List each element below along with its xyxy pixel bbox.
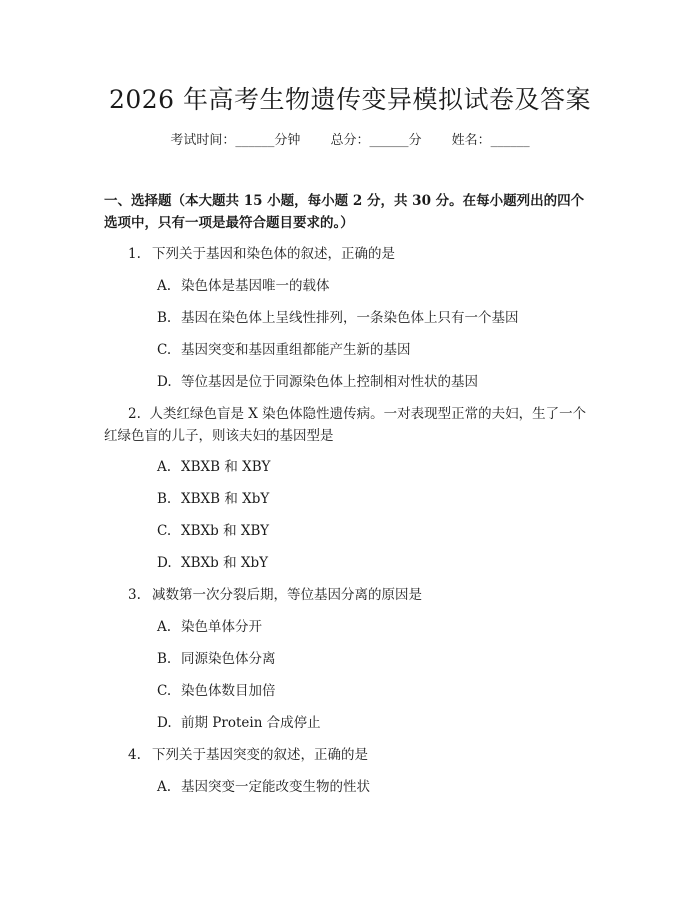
option-letter: C.	[157, 523, 172, 539]
option-text: XBXb 和 XBY	[181, 523, 270, 539]
question-2	[104, 403, 594, 447]
exam-time-field: 考试时间：______分钟	[170, 133, 301, 148]
total-score-field: 总分：______分	[330, 133, 422, 148]
option-letter: B.	[157, 310, 172, 326]
question-1-option-d	[157, 371, 597, 393]
option-letter: C.	[157, 342, 172, 358]
option-text: 染色体数目加倍	[181, 683, 276, 699]
option-letter: A.	[157, 278, 172, 294]
option-text: 前期 Protein 合成停止	[181, 715, 321, 731]
question-1	[104, 243, 594, 265]
option-letter: D.	[157, 374, 172, 390]
question-2-option-d	[157, 552, 597, 574]
student-name-field: 姓名：______	[451, 133, 530, 148]
section-heading: 一、选择题（本大题共 15 小题，每小题 2 分，共 30 分。在每小题列出的四个选项中，只有一项是最符合题目要求的。）	[104, 193, 585, 231]
question-1-option-a	[157, 275, 597, 297]
question-3-option-a	[157, 616, 597, 638]
option-text: 染色体是基因唯一的载体	[181, 278, 330, 294]
option-text: 基因在染色体上呈线性排列，一条染色体上只有一个基因	[181, 310, 519, 326]
question-2-option-c	[157, 520, 597, 542]
question-3-option-b	[157, 648, 597, 670]
option-text: 基因突变一定能改变生物的性状	[181, 779, 370, 795]
option-text: XBXb 和 XbY	[181, 555, 269, 571]
option-text: XBXB 和 XbY	[181, 491, 270, 507]
option-letter: B.	[157, 651, 172, 667]
option-letter: C.	[157, 683, 172, 699]
question-1-option-c	[157, 339, 597, 361]
question-1-option-b	[157, 307, 597, 329]
exam-info-line	[0, 131, 700, 151]
question-number: 4.	[128, 747, 141, 763]
question-number: 1.	[128, 246, 141, 262]
question-number: 3.	[128, 587, 141, 603]
option-letter: A.	[157, 459, 172, 475]
question-text: 下列关于基因突变的叙述，正确的是	[152, 747, 368, 763]
question-text: 下列关于基因和染色体的叙述，正确的是	[152, 246, 395, 262]
option-letter: D.	[157, 555, 172, 571]
option-text: XBXB 和 XBY	[181, 459, 271, 475]
option-letter: A.	[157, 779, 172, 795]
question-4	[104, 744, 594, 766]
option-letter: B.	[157, 491, 172, 507]
option-text: 基因突变和基因重组都能产生新的基因	[181, 342, 411, 358]
option-text: 同源染色体分离	[181, 651, 276, 667]
page-title: 2026 年高考生物遗传变异模拟试卷及答案	[108, 85, 592, 114]
option-text: 染色单体分开	[181, 619, 262, 635]
question-4-option-a	[157, 776, 597, 798]
question-number: 2.	[128, 406, 141, 422]
question-3-option-d	[157, 712, 597, 734]
question-2-option-b	[157, 488, 597, 510]
option-letter: A.	[157, 619, 172, 635]
option-letter: D.	[157, 715, 172, 731]
question-2-option-a	[157, 456, 597, 478]
option-text: 等位基因是位于同源染色体上控制相对性状的基因	[181, 374, 478, 390]
question-3-option-c	[157, 680, 597, 702]
question-text: 人类红绿色盲是 X 染色体隐性遗传病。一对表现型正常的夫妇，生了一个红绿色盲的儿子，则该夫妇的基因型是	[104, 406, 587, 444]
question-text: 减数第一次分裂后期，等位基因分离的原因是	[152, 587, 422, 603]
question-3	[104, 584, 594, 606]
